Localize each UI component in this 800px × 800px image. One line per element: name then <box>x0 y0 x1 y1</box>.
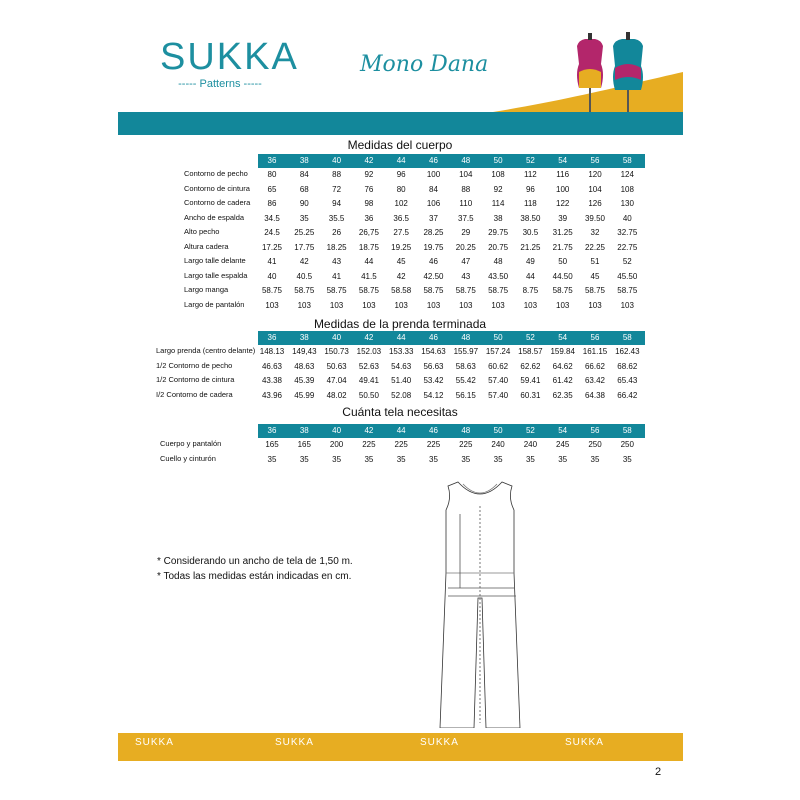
table-cell: 44.50 <box>552 271 573 281</box>
table-cell: 80 <box>396 184 406 194</box>
size-label: 46 <box>429 156 438 165</box>
size-label: 42 <box>364 333 374 342</box>
size-label: 50 <box>493 426 503 435</box>
size-label: 46 <box>429 426 438 435</box>
table-cell: 39 <box>558 213 568 223</box>
table-cell: 100 <box>556 184 570 194</box>
table-cell: 54.12 <box>423 390 444 400</box>
size-label: 48 <box>461 426 471 435</box>
table-cell: 103 <box>588 300 602 310</box>
table-cell: 22.75 <box>617 242 638 252</box>
table-cell: 66.62 <box>584 361 606 371</box>
table-cell: 35 <box>429 454 438 464</box>
table-cell: 17.25 <box>261 242 283 252</box>
table-cell: 103 <box>459 300 473 310</box>
table-cell: 155.97 <box>453 347 479 356</box>
table-cell: 162.43 <box>615 347 640 356</box>
table-cell: 60.62 <box>488 361 509 371</box>
size-label: 54 <box>558 156 568 165</box>
table-cell: 250 <box>620 440 634 449</box>
table-cell: 43.96 <box>261 390 283 400</box>
table-cell: 32.75 <box>617 228 638 237</box>
size-label: 46 <box>429 333 438 342</box>
table-cell: 18.75 <box>358 242 379 252</box>
table-cell: 158.57 <box>518 347 543 356</box>
table-cell: 96 <box>525 184 535 194</box>
table-cell: 62.62 <box>520 361 541 371</box>
table-cell: 103 <box>491 300 505 310</box>
table-cell: 98 <box>364 199 374 208</box>
table-cell: 148.13 <box>259 347 285 356</box>
table-cell: 56.63 <box>423 361 444 371</box>
table-cell: 126 <box>588 199 602 208</box>
header-band <box>118 112 683 135</box>
size-label: 54 <box>558 426 568 435</box>
table-cell: 52 <box>622 257 632 266</box>
table-cell: 245 <box>556 440 570 449</box>
table-cell: 80 <box>267 170 277 179</box>
table-cell: 103 <box>556 300 570 310</box>
table-cell: 8.75 <box>522 286 539 295</box>
table-cell: 64.38 <box>584 390 606 400</box>
table-cell: 45.99 <box>294 390 315 400</box>
table-cell: 110 <box>459 199 473 208</box>
brand-name: SUKKA <box>160 36 299 78</box>
table-cell: 58.75 <box>584 286 606 295</box>
table-cell: 20.75 <box>488 242 509 252</box>
size-label: 50 <box>493 333 503 342</box>
table-cell: 36.5 <box>393 213 409 223</box>
size-label: 36 <box>267 426 277 435</box>
table-cell: 35.5 <box>328 213 345 223</box>
table-cell: 106 <box>426 199 441 208</box>
table-cell: 50 <box>558 257 568 266</box>
size-label: 44 <box>396 426 406 435</box>
table-cell: 72 <box>332 184 342 194</box>
table-cell: 103 <box>426 300 441 310</box>
table-cell: 35 <box>299 454 309 464</box>
table-cell: 58.75 <box>294 286 315 295</box>
size-label: 58 <box>622 156 632 165</box>
table-cell: 38.50 <box>520 213 541 223</box>
table-cell: 43.50 <box>488 271 509 281</box>
table-cell: 35 <box>558 454 568 464</box>
table-cell: 103 <box>329 300 344 310</box>
table-cell: 103 <box>297 300 311 310</box>
row-label: 1/2 Contorno de pecho <box>156 360 233 370</box>
footer-logo: SUKKA <box>420 737 459 748</box>
table-cell: 240 <box>523 440 538 449</box>
table-cell: 56.15 <box>455 390 476 400</box>
row-label: Largo manga <box>184 285 229 294</box>
table-cell: 58.75 <box>455 286 476 295</box>
size-label: 48 <box>461 156 471 165</box>
table-cell: 58.75 <box>358 286 379 295</box>
table-cell: 200 <box>329 440 344 449</box>
size-label: 52 <box>525 426 535 435</box>
table-cell: 49 <box>525 257 535 266</box>
table-cell: 76 <box>364 184 374 194</box>
row-label: Altura cadera <box>184 241 229 251</box>
size-label: 58 <box>622 333 632 342</box>
table-cell: 31.25 <box>552 228 573 237</box>
table-cell: 40 <box>622 213 632 223</box>
table-cell: 61.42 <box>552 376 573 385</box>
size-label: 56 <box>590 156 600 165</box>
table-cell: 112 <box>524 170 537 179</box>
size-label: 36 <box>267 156 277 165</box>
note-fabric-width: * Considerando un ancho de tela de 1,50 m. <box>157 556 353 567</box>
table-cell: 49.41 <box>358 376 379 385</box>
pattern-title: Mono Dana <box>360 52 489 77</box>
table-cell: 159.84 <box>550 347 575 356</box>
table-cell: 60.31 <box>520 390 541 400</box>
table-cell: 58.63 <box>455 361 476 371</box>
size-label: 52 <box>525 156 535 165</box>
footer-logo: SUKKA <box>135 737 174 748</box>
table-cell: 152.03 <box>356 347 382 356</box>
table-cell: 58.75 <box>617 286 638 295</box>
table-cell: 63.42 <box>584 376 606 385</box>
table-cell: 240 <box>491 440 505 449</box>
row-label: I/2 Contorno de cadera <box>156 389 233 399</box>
size-label: 38 <box>299 156 309 165</box>
table-cell: 150.73 <box>324 347 349 356</box>
size-label: 40 <box>332 156 342 165</box>
table-cell: 36 <box>364 213 374 223</box>
table-cell: 35 <box>590 454 600 464</box>
table-cell: 51.40 <box>391 376 412 385</box>
table-cell: 45.39 <box>294 376 315 385</box>
table-cell: 92 <box>364 170 374 179</box>
table-cell: 43.38 <box>261 376 283 385</box>
size-label: 52 <box>525 333 535 342</box>
table-cell: 28.25 <box>423 228 444 237</box>
table-cell: 54.63 <box>391 361 412 371</box>
table-cell: 53.42 <box>423 376 444 385</box>
table-cell: 48 <box>493 257 503 266</box>
table-cell: 35 <box>493 454 503 464</box>
table-cell: 52.08 <box>391 390 412 400</box>
table-cell: 35 <box>267 454 277 464</box>
table-cell: 24.5 <box>264 228 280 237</box>
table-cell: 35 <box>396 454 406 464</box>
size-label: 42 <box>364 426 374 435</box>
size-label: 42 <box>364 156 374 165</box>
size-header-row <box>258 424 645 438</box>
table-cell: 114 <box>491 199 505 208</box>
brand-logo <box>160 36 299 90</box>
row-label: Ancho de espalda <box>184 212 245 222</box>
table-cell: 48.02 <box>326 390 347 400</box>
table-cell: 35 <box>525 454 535 464</box>
table-cell: 40 <box>267 271 277 281</box>
table-cell: 58.75 <box>552 286 573 295</box>
table-cell: 250 <box>588 440 602 449</box>
table-cell: 39.50 <box>584 213 606 223</box>
row-label: Largo prenda (centro delante) <box>156 346 256 355</box>
table-cell: 122 <box>556 199 570 208</box>
size-label: 50 <box>493 156 503 165</box>
table-cell: 65 <box>267 184 277 194</box>
table-cell: 86 <box>267 199 277 208</box>
table-cell: 84 <box>299 170 309 179</box>
fabric-needed-title: Cuánta tela necesitas <box>342 405 458 419</box>
table-cell: 26,75 <box>358 228 379 237</box>
brand-subtitle: ----- Patterns ----- <box>178 78 262 90</box>
size-label: 38 <box>299 333 309 342</box>
table-cell: 19.75 <box>423 242 444 252</box>
table-cell: 27.5 <box>393 228 409 237</box>
table-cell: 130 <box>620 199 634 208</box>
table-cell: 55.42 <box>455 376 476 385</box>
table-cell: 165 <box>297 440 311 449</box>
size-label: 44 <box>396 156 406 165</box>
table-cell: 32 <box>590 228 600 237</box>
table-cell: 84 <box>429 184 438 194</box>
table-cell: 42.50 <box>423 271 444 281</box>
size-label: 48 <box>461 333 471 342</box>
table-cell: 35 <box>364 454 374 464</box>
table-cell: 225 <box>362 440 376 449</box>
table-cell: 44 <box>364 257 374 266</box>
table-cell: 104 <box>588 184 602 194</box>
table-cell: 42 <box>396 271 406 281</box>
table-cell: 26 <box>332 228 342 237</box>
table-cell: 41 <box>332 271 342 281</box>
table-cell: 58.75 <box>423 286 444 295</box>
table-cell: 92 <box>493 184 503 194</box>
table-cell: 21.75 <box>552 242 573 252</box>
size-label: 40 <box>332 333 342 342</box>
table-cell: 21.25 <box>520 242 541 252</box>
table-cell: 154.63 <box>421 347 446 356</box>
table-cell: 45 <box>396 257 406 266</box>
table-cell: 22.25 <box>584 242 606 252</box>
table-cell: 68 <box>299 184 309 194</box>
table-cell: 50.50 <box>358 390 379 400</box>
table-cell: 64.62 <box>552 361 573 371</box>
table-cell: 118 <box>524 199 537 208</box>
row-label: Largo talle delante <box>184 256 246 265</box>
row-label: Largo talle espalda <box>184 270 248 280</box>
table-cell: 58.75 <box>261 286 283 295</box>
table-cell: 52.63 <box>358 361 379 371</box>
row-label: Contorno de pecho <box>184 169 248 178</box>
table-cell: 58.75 <box>326 286 347 295</box>
note-units: * Todas las medidas están indicadas en cm. <box>157 571 352 582</box>
row-label: Cuello y cinturón <box>160 453 216 463</box>
table-cell: 88 <box>461 184 471 194</box>
table-cell: 37.5 <box>458 213 474 223</box>
size-label: 44 <box>396 333 406 342</box>
table-cell: 29 <box>461 228 471 237</box>
table-cell: 34.5 <box>264 213 280 223</box>
table-cell: 103 <box>394 300 408 310</box>
table-cell: 62.35 <box>552 390 573 400</box>
table-cell: 68.62 <box>617 361 638 371</box>
table-cell: 103 <box>523 300 538 310</box>
table-cell: 45.50 <box>617 271 638 281</box>
table-cell: 38 <box>493 213 503 223</box>
mannequin-illustration <box>565 30 685 114</box>
jumpsuit-diagram <box>430 478 530 728</box>
table-cell: 37 <box>429 213 438 223</box>
table-cell: 65.43 <box>617 376 638 385</box>
table-cell: 47.04 <box>326 376 347 385</box>
table-cell: 35 <box>299 213 309 223</box>
size-label: 54 <box>558 333 568 342</box>
footer-logo: SUKKA <box>275 737 314 748</box>
table-cell: 100 <box>426 170 441 179</box>
table-cell: 90 <box>299 199 309 208</box>
table-cell: 165 <box>265 440 279 449</box>
table-cell: 96 <box>396 170 406 179</box>
page-number: 2 <box>655 766 662 778</box>
size-label: 58 <box>622 426 632 435</box>
table-cell: 35 <box>622 454 632 464</box>
table-cell: 48.63 <box>294 361 315 371</box>
table-cell: 30.5 <box>522 228 539 237</box>
table-cell: 46 <box>429 257 438 266</box>
table-cell: 225 <box>459 440 473 449</box>
size-label: 56 <box>590 426 600 435</box>
table-cell: 124 <box>620 170 634 179</box>
table-cell: 225 <box>394 440 408 449</box>
table-cell: 25.25 <box>294 228 315 237</box>
row-label: Contorno de cintura <box>184 183 250 193</box>
table-cell: 47 <box>461 257 471 266</box>
table-cell: 50.63 <box>326 361 347 371</box>
table-cell: 29.75 <box>488 228 509 237</box>
table-cell: 149,43 <box>292 347 317 356</box>
table-cell: 20.25 <box>455 242 476 252</box>
size-label: 56 <box>590 333 600 342</box>
table-cell: 19.25 <box>391 242 412 252</box>
table-cell: 42 <box>299 257 309 266</box>
table-cell: 104 <box>459 170 473 179</box>
table-cell: 18.25 <box>326 242 347 252</box>
table-cell: 35 <box>461 454 471 464</box>
table-cell: 58.75 <box>488 286 509 295</box>
table-cell: 43 <box>461 271 471 281</box>
row-label: Alto pecho <box>184 227 220 236</box>
table-cell: 43 <box>332 257 342 266</box>
table-cell: 102 <box>394 199 408 208</box>
table-cell: 35 <box>332 454 342 464</box>
table-cell: 59.41 <box>520 376 541 385</box>
size-header-row <box>258 331 645 345</box>
table-cell: 157.24 <box>485 347 511 356</box>
size-label: 36 <box>267 333 277 342</box>
table-cell: 17.75 <box>294 242 315 252</box>
body-measurements-title: Medidas del cuerpo <box>347 138 453 152</box>
table-cell: 57.40 <box>488 390 509 400</box>
table-cell: 103 <box>620 300 634 310</box>
table-cell: 44 <box>525 271 535 281</box>
table-cell: 45 <box>590 271 600 281</box>
table-cell: 120 <box>588 170 602 179</box>
table-cell: 46.63 <box>261 361 283 371</box>
table-cell: 41.5 <box>361 271 377 281</box>
table-cell: 88 <box>332 170 342 179</box>
table-cell: 103 <box>265 300 279 310</box>
table-cell: 94 <box>332 199 342 208</box>
table-cell: 57.40 <box>488 376 509 385</box>
table-cell: 108 <box>491 170 505 179</box>
table-cell: 161.15 <box>582 347 608 356</box>
table-cell: 51 <box>590 257 600 266</box>
table-cell: 58.58 <box>391 286 412 295</box>
row-label: Contorno de cadera <box>184 198 251 207</box>
finished-measurements-title: Medidas de la prenda terminada <box>313 317 487 331</box>
table-cell: 103 <box>362 300 376 310</box>
size-label: 40 <box>332 426 342 435</box>
table-cell: 108 <box>620 184 634 194</box>
row-label: 1/2 Contorno de cintura <box>156 375 235 384</box>
table-cell: 225 <box>426 440 441 449</box>
size-label: 38 <box>299 426 309 435</box>
table-cell: 66.42 <box>617 390 638 400</box>
table-cell: 116 <box>556 170 570 179</box>
footer-logo: SUKKA <box>565 737 604 748</box>
table-cell: 153.33 <box>388 347 414 356</box>
size-header-row <box>258 154 645 168</box>
row-label: Cuerpo y pantalón <box>160 439 222 448</box>
row-label: Largo de pantalón <box>184 299 245 309</box>
table-cell: 40.5 <box>296 271 313 281</box>
table-cell: 41 <box>267 257 277 266</box>
